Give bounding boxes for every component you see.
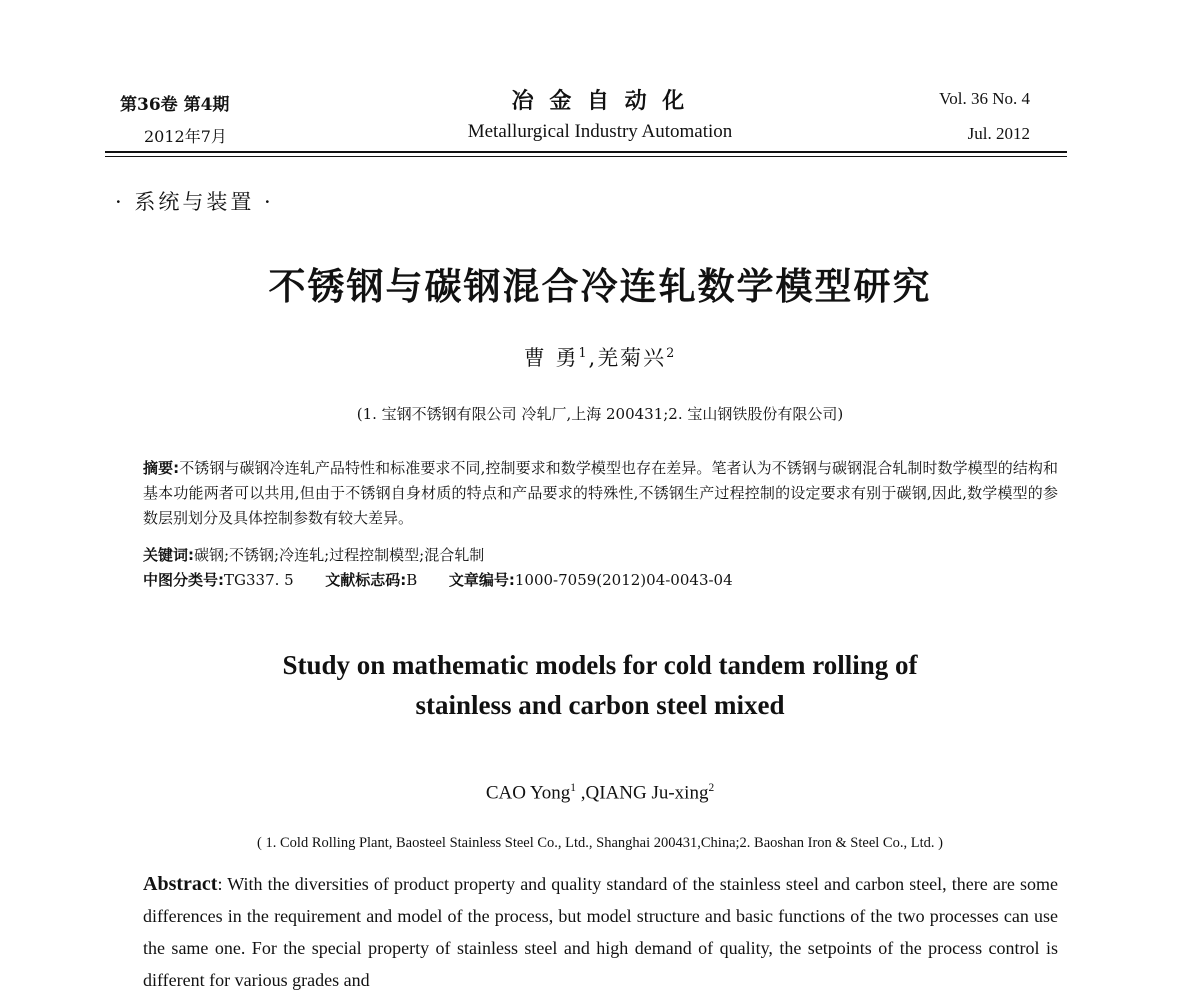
journal-title-en: Metallurgical Industry Automation [467, 121, 733, 142]
title-cn: 不锈钢与碳钢混合冷连轧数学模型研究 [268, 265, 932, 308]
section-label: · 系统与装置 · [115, 190, 274, 214]
author-cn-2-sup: 2 [666, 345, 677, 360]
keywords-cn-text: 碳钢;不锈钢;冷连轧;过程控制模型;混合轧制 [194, 546, 485, 564]
author-en-1-sup: 1 [570, 782, 576, 794]
authors-cn [0, 342, 1200, 372]
journal-title-cn: 冶 金 自 动 化 [511, 88, 689, 114]
affiliation-en: ( 1. Cold Rolling Plant, Baosteel Stainless Steel Co., Ltd., Shanghai 200431,China;2. Baoshan Iron & Steel Co., Ltd. ) [257, 835, 943, 851]
doc-code-value: B [406, 571, 418, 589]
header-rule-thin [105, 156, 1067, 157]
author-cn-1: 曹 勇 [523, 346, 579, 370]
abstract-en-text: With the diversities of product property and quality standard of the stainless steel and carbon steel, there are some differences in the requirement and model of the process, but model structure and basic functions of the two processes can use the same one. For the special property of stainless steel and high demand of quality, the setpoints of the process control is different for various grades and [143, 874, 1058, 990]
author-en-2-sup: 2 [708, 782, 715, 794]
abstract-cn-text: 不锈钢与碳钢冷连轧产品特性和标准要求不同,控制要求和数学模型也存在差异。笔者认为不锈钢与碳钢混合轧制时数学模型的结构和基本功能两者可以共用,但由于不锈钢自身材质的特点和产品要求的特殊性,不锈钢生产过程控制的设定要求有别于碳钢,因此,数学模型的参数层别划分及具体控制参数有较大差异。 [143, 459, 1058, 527]
author-cn-2: 羌菊兴 [597, 346, 667, 370]
affiliation-cn: (1. 宝钢不锈钢有限公司 冷轧厂,上海 200431;2. 宝山钢铁股份有限公司) [356, 405, 844, 423]
abstract-cn-label: 摘要: [143, 459, 180, 477]
abstract-en [143, 868, 1058, 996]
clc-label: 中图分类号: [143, 571, 224, 589]
volume-issue-en: Vol. 36 No. 4 [939, 89, 1030, 108]
classification-line [143, 568, 1058, 593]
author-cn-1-sup: 1 [578, 345, 589, 360]
date-en: Jul. 2012 [967, 124, 1030, 143]
volume-issue-cn: 第36卷 第4期 [120, 95, 230, 115]
abstract-cn [143, 456, 1058, 531]
author-en-separator: , [576, 782, 586, 804]
author-en-2: QIANG Ju-xing [585, 782, 709, 804]
authors-en [0, 782, 1200, 804]
abstract-en-label: Abstract [143, 873, 218, 895]
title-en-line-1: Study on mathematic models for cold tandem rolling of [282, 650, 918, 680]
author-cn-separator: , [588, 346, 598, 370]
abstract-en-colon: : [217, 874, 228, 894]
article-number-label: 文章编号: [448, 571, 515, 589]
header-rule-thick [105, 151, 1067, 153]
clc-value: TG337. 5 [224, 571, 294, 589]
keywords-cn-label: 关键词: [143, 546, 194, 564]
keywords-cn [143, 543, 1058, 568]
article-number-value: 1000-7059(2012)04-0043-04 [514, 571, 733, 589]
author-en-1: CAO Yong [485, 782, 571, 804]
doc-code-label: 文献标志码: [325, 571, 407, 589]
title-en-line-2: stainless and carbon steel mixed [415, 690, 785, 720]
date-cn: 2012年7月 [144, 127, 227, 146]
